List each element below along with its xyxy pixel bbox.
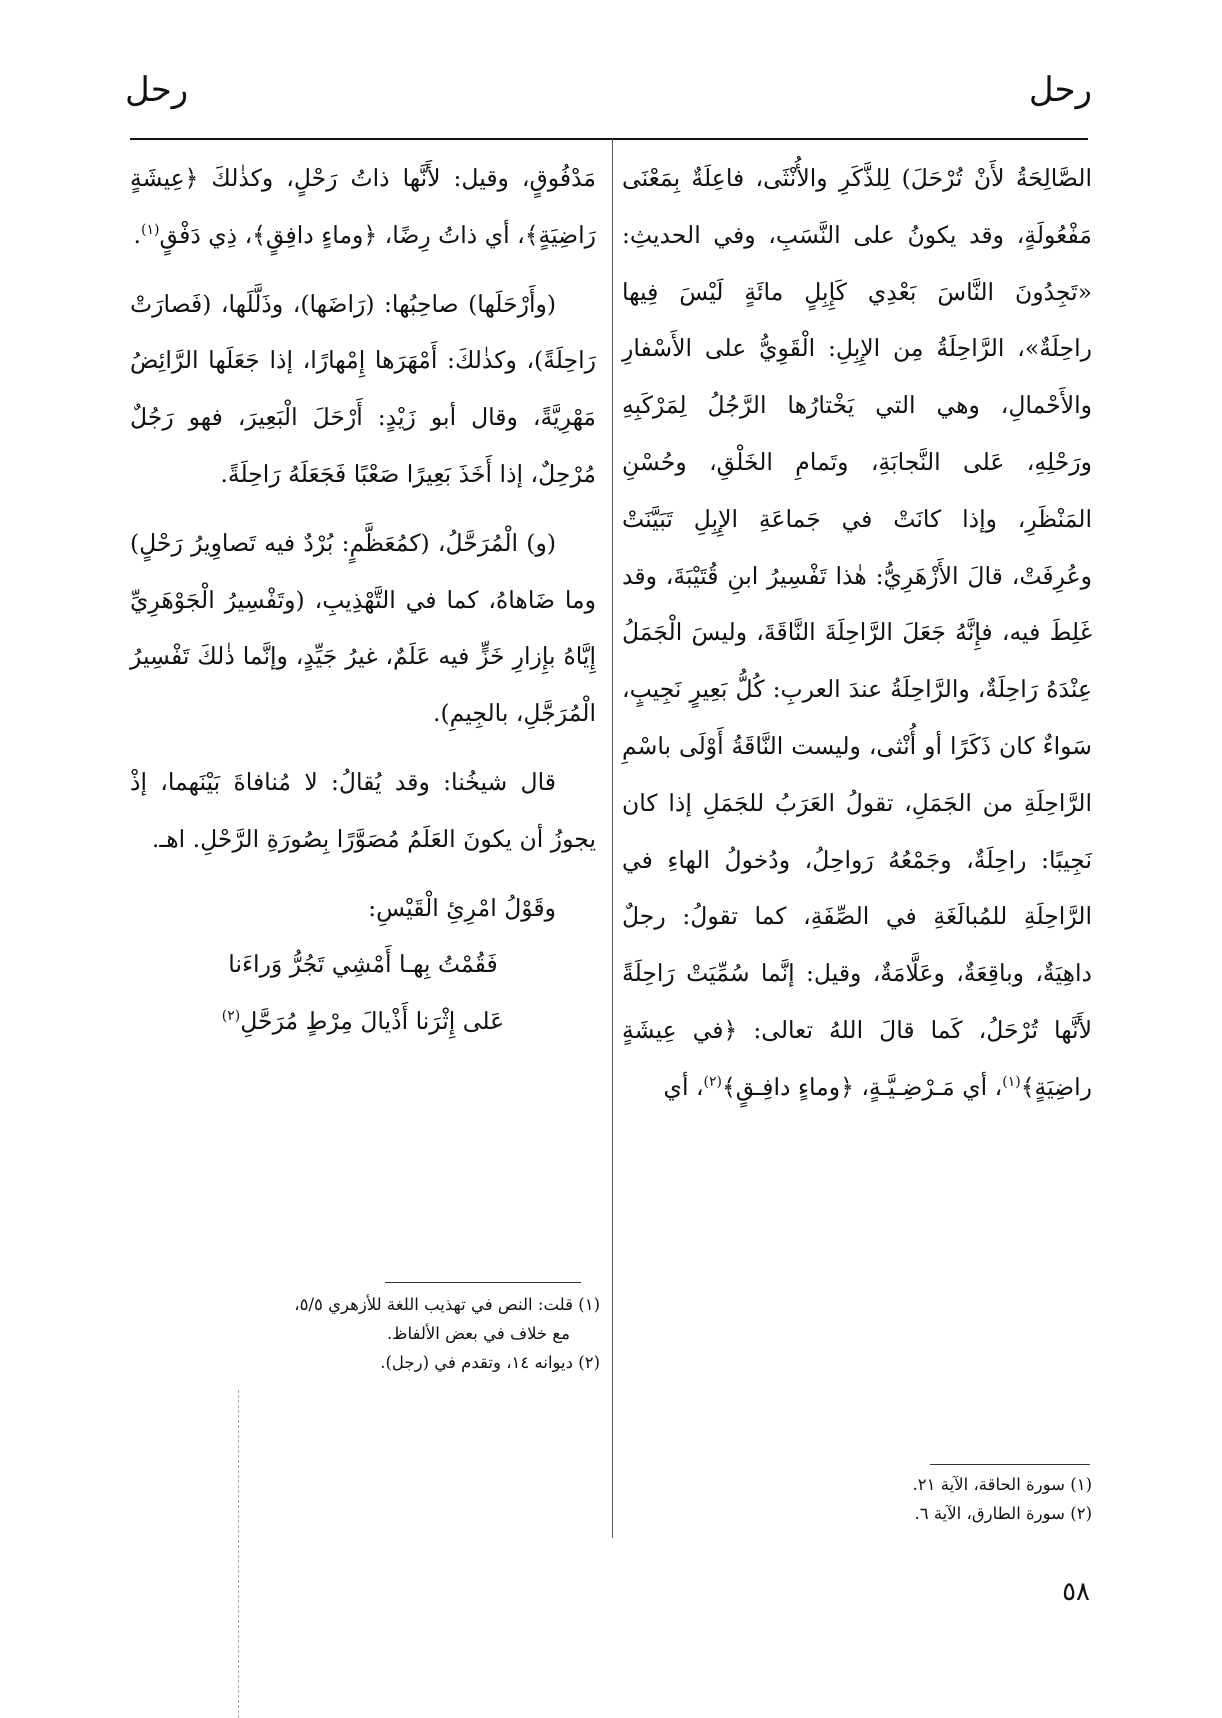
left-column [130, 150, 596, 1050]
footnote-rule-left [385, 1282, 581, 1283]
right-footnotes [652, 1470, 1092, 1528]
left-footnote-1: (١) قلت: النص في تهذيب اللغة للأزهري ٥/٥، [294, 1295, 600, 1314]
left-footnote-1-continued: مع خلاف في بعض الألفاظ. [386, 1324, 570, 1343]
right-column-paragraph [622, 150, 1092, 1116]
footnote-ref-2: (٢) [703, 1073, 722, 1090]
running-header-left: رحل [125, 70, 189, 110]
left-footnote-ref-1: (١) [141, 221, 160, 238]
margin-guide-line [238, 1390, 239, 1718]
left-footnote-2: (٢) ديوانه ١٤، وتقدم في (رجل). [380, 1353, 600, 1372]
running-header-right: رحل [1028, 70, 1092, 110]
right-column-text-3: ، أي [663, 1072, 704, 1101]
right-footnote-2: (٢) سورة الطارق، الآية ٦. [914, 1504, 1092, 1523]
footnote-ref-1: (١) [1002, 1073, 1021, 1090]
page-number: ٥٨ [1062, 1577, 1090, 1607]
left-paragraph-2: (وأَرْحَلَها) صاحِبُها: (رَاضَها)، وذَلَّلَها، (فَصارَتْ رَاحِلَةً)، وكذٰلكَ: أَمْهَرَها إِمْهارًا، إذا جَعَلَها الرَّائِضُ مَهْرِيَّةً، وقال أبو زَيْدٍ: أَرْحَلَ الْبَعِيرَ، فهو رَجُلٌ مُرْحِلٌ، إذا أَخَذَ بَعِيرًا صَعْبًا فَجَعَلَهُ رَاحِلَةً. [130, 289, 596, 488]
left-paragraph-3: (و) الْمُرَحَّلُ، (كمُعَظَّمٍ: بُرْدٌ فيه تَصاوِيرُ رَحْلٍ) وما ضَاهاهُ، كما في التَّهْذِيبِ، (وتَفْسِيرُ الْجَوْهَرِيِّ إِيَّاهُ بإِزارِ خَزٍّ فيه عَلَمٌ، غيرُ جَيِّدٍ، وإنَّما ذٰلكَ تَفْسِيرُ الْمُرَجَّلِ، بالجِيمِ). [130, 528, 596, 728]
right-column-text-2: ، أي مَـرْضِـيَّـةٍ، ﴿وماءٍ دافِـقٍ﴾ [722, 1072, 1003, 1101]
footnote-rule-right [930, 1464, 1090, 1465]
column-divider [612, 138, 613, 1538]
verse-line-1: فَقُمْتُ بِهـا أَمْشِي تَجُرُّ وَراءَنا [228, 950, 498, 979]
right-footnote-1: (١) سورة الحاقة، الآية ٢١. [912, 1475, 1092, 1494]
left-paragraph-5: وقَوْلُ امْرِئِ الْقَيْسِ: [368, 893, 556, 922]
verse-footnote-ref: (٢) [221, 1008, 241, 1025]
right-column [622, 150, 1092, 1128]
header-rule [130, 138, 1088, 140]
left-footnotes [130, 1290, 600, 1377]
left-paragraph-4: قال شيخُنا: وقد يُقالُ: لا مُنافاةَ بَيْنَهما، إذْ يجوزُ أن يكونَ العَلَمُ مُصَوَّرًا بِصُورَةِ الرَّحْلِ. اهـ. [130, 767, 596, 853]
verse-line-2 [130, 993, 596, 1050]
right-column-text: الصَّالِحَةُ لأَنْ تُرْحَلَ) لِلذَّكَرِ والأُنْثَى، فاعِلَةٌ بِمَعْنَى مَفْعُولَةٍ، وقد يكونُ على النَّسَبِ، وفي الحديثِ: «تَجِدُونَ النَّاسَ بَعْدِي كَإِبِلٍ مائَةٍ لَيْسَ فِيها راحِلَةٌ»، الرَّاحِلَةُ مِن الإِبِلِ: الْقَوِيُّ على الأَسْفارِ والأَحْمالِ، وهي التي يَخْتارُها الرَّجُلُ لِمَرْكَبِهِ ورَحْلِهِ، عَلى النَّجابَةِ، وتَمامِ الخَلْقِ، وحُسْنِ المَنْظَرِ، وإذا كانَتْ في جَماعَةِ الإِبِلِ تَبَيَّنَتْ وعُرِفَتْ، قالَ الأَزْهَرِيُّ: هٰذا تَفْسِيرُ ابنِ قُتَيْبَةَ، وقد غَلِطَ فيه، فإِنَّهُ جَعَلَ الرَّاحِلَةَ النَّاقَةَ، وليسَ الْجَمَلُ عِنْدَهُ رَاحِلَةٌ، والرَّاحِلَةُ عندَ العربِ: كُلُّ بَعِيرٍ نَجِيبٍ، سَواءٌ كان ذَكَرًا أو أُنْثى، وليست النَّاقَةُ أَوْلَى باسْمِ الرَّاحِلَةِ من الجَمَلِ، تقولُ العَرَبُ للجَمَلِ إذا كان نَجِيبًا: راحِلَةٌ، وجَمْعُهُ رَواحِلُ، ودُخولُ الهاءِ في الرَّاحِلَةِ للمُبالَغَةِ في الصِّفَةِ، كما تقولُ: رجلٌ داهِيَةٌ، وباقِعَةٌ، وعَلَّامَةٌ، وقيل: إنَّما سُمِّيَتْ رَاحِلَةً لأَنَّها تُرْحَلُ، كَما قالَ اللهُ تعالى: ﴿في عِيشَةٍ راضِيَةٍ﴾ [622, 164, 1092, 1101]
left-paragraph-1-end: . [133, 220, 142, 249]
left-paragraph-1 [130, 150, 596, 264]
verse-line-2-text: عَلى إِثْرَنا أَذْيالَ مِرْطٍ مُرَحَّلِ [240, 1007, 505, 1036]
left-paragraph-1-text: مَدْفُوقٍ، وقيل: لأَنَّها ذاتُ رَحْلٍ، وكذٰلكَ ﴿عِيشَةٍ رَاضِيَةٍ﴾، أي ذاتُ رِضًا، ﴿وماءٍ دافِقٍ﴾، ذِي دَفْقٍ [130, 164, 596, 249]
